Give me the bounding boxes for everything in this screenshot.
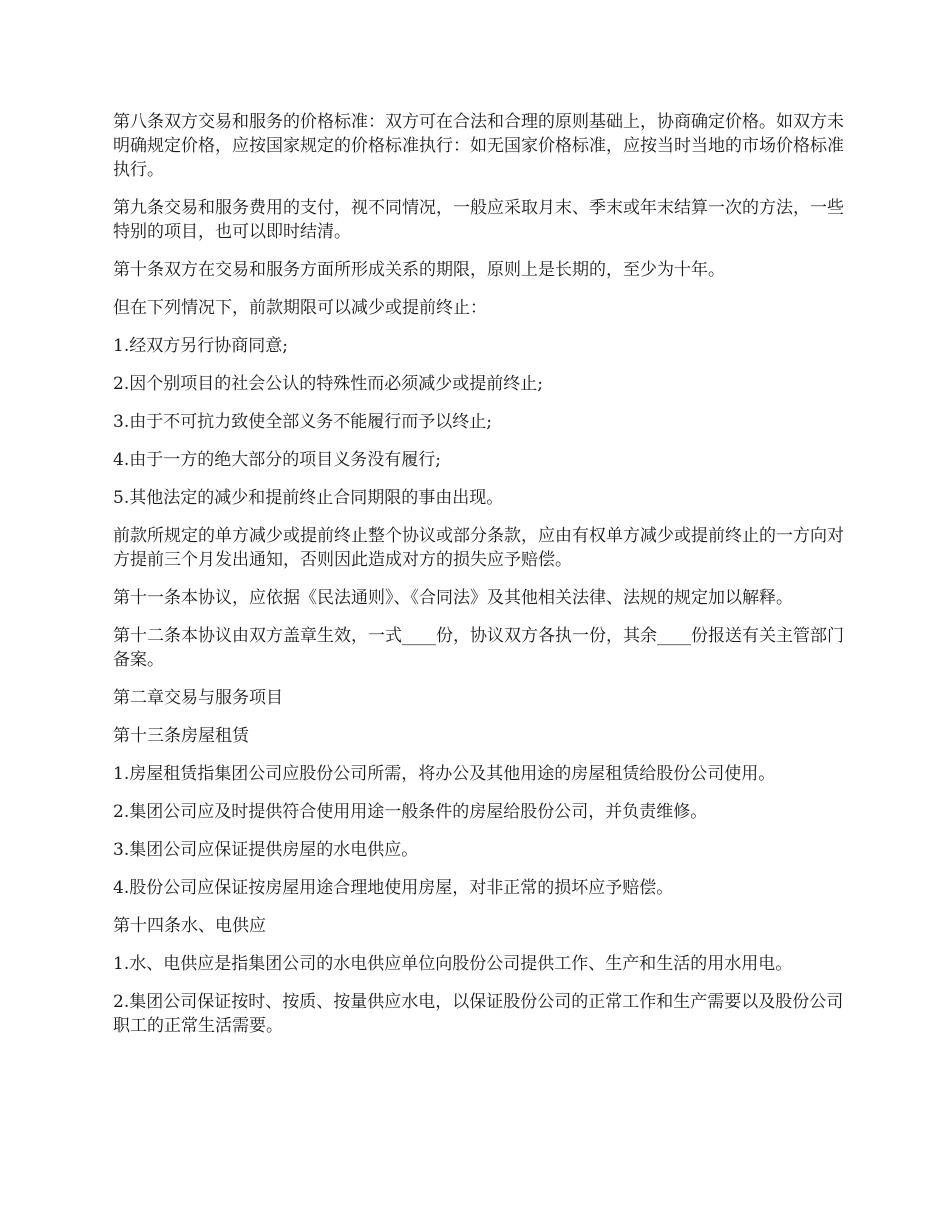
paragraph-article-8: 第八条双方交易和服务的价格标准：双方可在合法和合理的原则基础上，协商确定价格。如双方未明确规定价格，应按国家规定的价格标准执行：如无国家价格标准，应按当时当地的市场价格标准执行。 bbox=[113, 112, 844, 180]
paragraph-article-10: 第十条双方在交易和服务方面所形成关系的期限，原则上是长期的，至少为十年。 bbox=[113, 260, 725, 280]
list-item-termination-3: 3.由于不可抗力致使全部义务不能履行而予以终止; bbox=[113, 412, 492, 432]
paragraph-article-11: 第十一条本协议，应依据《民法通则》、《合同法》及其他相关法律、法规的规定加以解释。 bbox=[113, 588, 793, 608]
paragraph-notice-requirement: 前款所规定的单方减少或提前终止整个协议或部分条款，应由有权单方减少或提前终止的一方向对方提前三个月发出通知，否则因此造成对方的损失应予赔偿。 bbox=[113, 526, 844, 570]
list-item-termination-5: 5.其他法定的减少和提前终止合同期限的事由出现。 bbox=[113, 488, 504, 508]
list-item-lease-1: 1.房屋租赁指集团公司应股份公司所需，将办公及其他用途的房屋租赁给股份公司使用。 bbox=[113, 764, 776, 784]
list-item-termination-4: 4.由于一方的绝大部分的项目义务没有履行; bbox=[113, 450, 441, 470]
list-item-lease-4: 4.股份公司应保证按房屋用途合理地使用房屋，对非正常的损坏应予赔偿。 bbox=[113, 878, 674, 898]
paragraph-termination-intro: 但在下列情况下，前款期限可以减少或提前终止： bbox=[113, 298, 487, 318]
list-item-utility-1: 1.水、电供应是指集团公司的水电供应单位向股份公司提供工作、生产和生活的用水用电。 bbox=[113, 954, 793, 974]
article-heading-13: 第十三条房屋租赁 bbox=[113, 726, 249, 746]
list-item-termination-2: 2.因个别项目的社会公认的特殊性而必须减少或提前终止; bbox=[113, 374, 543, 394]
document-page bbox=[113, 110, 845, 1052]
chapter-heading-2: 第二章交易与服务项目 bbox=[113, 688, 283, 708]
list-item-termination-1: 1.经双方另行协商同意; bbox=[113, 336, 288, 356]
list-item-lease-3: 3.集团公司应保证提供房屋的水电供应。 bbox=[113, 840, 419, 860]
paragraph-article-12: 第十二条本协议由双方盖章生效，一式____份，协议双方各执一份，其余____份报送有关主管部门备案。 bbox=[113, 626, 844, 670]
list-item-utility-2: 2.集团公司保证按时、按质、按量供应水电，以保证股份公司的正常工作和生产需要以及股份公司职工的正常生活需要。 bbox=[113, 992, 844, 1036]
list-item-lease-2: 2.集团公司应及时提供符合使用用途一般条件的房屋给股份公司，并负责维修。 bbox=[113, 802, 708, 822]
article-heading-14: 第十四条水、电供应 bbox=[113, 916, 266, 936]
paragraph-article-9: 第九条交易和服务费用的支付，视不同情况，一般应采取月末、季末或年末结算一次的方法，一些特别的项目，也可以即时结清。 bbox=[113, 198, 844, 242]
